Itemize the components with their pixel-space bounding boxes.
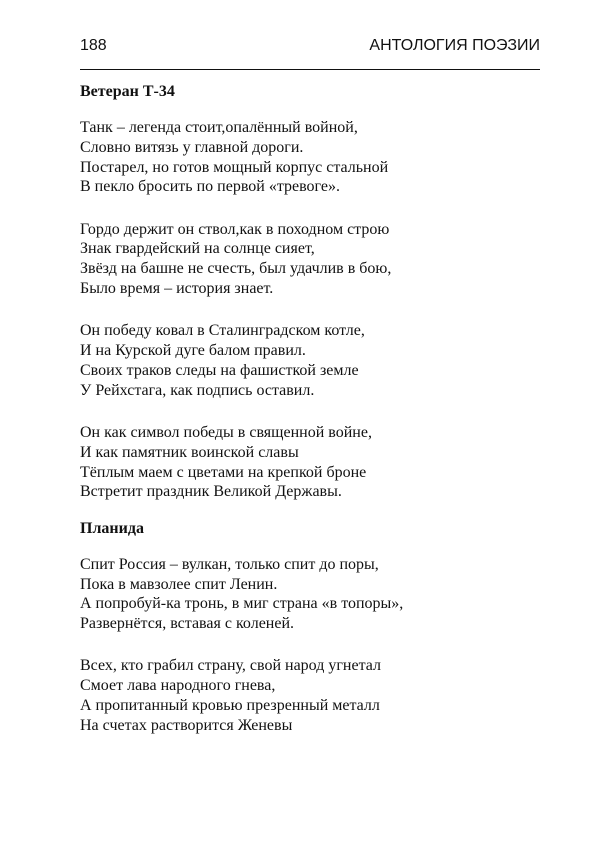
stanza: [80, 220, 550, 299]
verse-line: А пропитанный кровью презренный металл: [80, 697, 380, 715]
verse-line: Тёплым маем с цветами на крепкой броне: [80, 463, 367, 481]
verse-line: Гордо держит он ствол,как в походном строю: [80, 220, 390, 238]
stanza: [80, 555, 550, 634]
page-header: [80, 34, 540, 58]
verse-line: А попробуй-ка тронь, в миг страна «в топоры»,: [80, 595, 404, 613]
stanza: [80, 656, 550, 735]
verse-line: Он как символ победы в священной войне,: [80, 424, 372, 442]
verse-line: На счетах растворится Женевы: [80, 716, 293, 734]
stanza: [80, 321, 550, 400]
verse-line: Знак гвардейский на солнце сияет,: [80, 240, 315, 258]
stanza: [80, 423, 550, 502]
verse-line: Смоет лава народного гнева,: [80, 677, 276, 695]
verse-line: У Рейхстага, как подпись оставил.: [80, 381, 315, 399]
verse-line: Спит Россия – вулкан, только спит до поры,: [80, 555, 379, 573]
stanza: [80, 118, 550, 197]
verse-line: Он победу ковал в Сталинградском котле,: [80, 322, 365, 340]
verse-line: И как памятник воинской славы: [80, 443, 299, 461]
verse-line: Словно витязь у главной дороги.: [80, 138, 304, 156]
verse-line: Развернётся, вставая с коленей.: [80, 615, 295, 633]
verse-line: Было время – история знает.: [80, 280, 274, 298]
verse-line: Звёзд на башне не счесть, был удачлив в бою,: [80, 260, 392, 278]
verse-line: Всех, кто грабил страну, свой народ угнетал: [80, 657, 381, 675]
verse-line: Своих траков следы на фашисткой земле: [80, 361, 359, 379]
verse-line: Танк – легенда стоит,опалённый войной,: [80, 119, 358, 136]
verse-line: Постарел, но готов мощный корпус стальной: [80, 158, 389, 176]
verse-line: Пока в мавзолее спит Ленин.: [80, 575, 278, 593]
page-number: 188: [80, 37, 107, 54]
page-body: [80, 82, 550, 758]
poem: [80, 82, 550, 502]
verse-line: И на Курской дуге балом правил.: [80, 342, 306, 360]
header-divider: [80, 69, 540, 70]
verse-line: Встретит праздник Великой Державы.: [80, 483, 342, 501]
verse-line: В пекло бросить по первой «тревоге».: [80, 178, 341, 196]
poem: [80, 519, 550, 736]
poem-title: Ветеран Т-34: [80, 83, 175, 100]
poem-title: Планида: [80, 519, 144, 537]
running-title: АНТОЛОГИЯ ПОЭЗИИ: [369, 37, 540, 54]
